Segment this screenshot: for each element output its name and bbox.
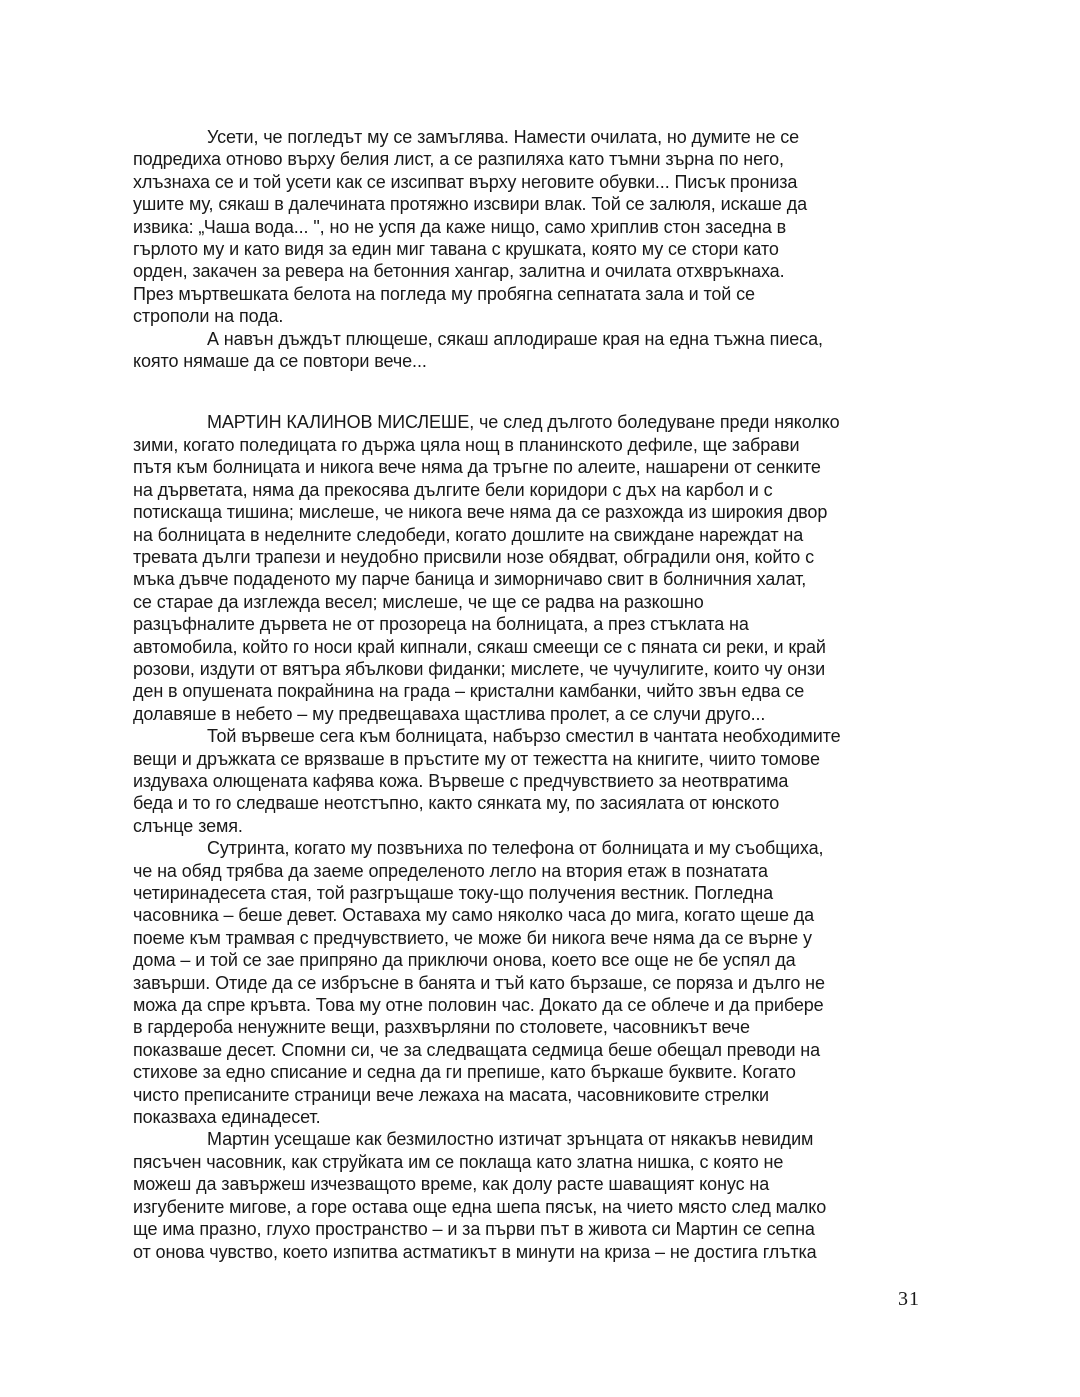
text-line: в гардероба ненужните вещи, разхвърляни по столовете, часовникът вече [133, 1017, 750, 1038]
text-line: Усети, че погледът му се замъглява. Намести очилата, но думите не се [207, 127, 800, 147]
text-line: четиринадесета стая, той разгръщаше току-що получения вестник. Погледна [133, 883, 773, 903]
text-line: вещи и дръжката се врязваше в пръстите му от тежестта на книгите, чиито томове [133, 748, 820, 769]
text-line: чисто преписаните страници вече лежаха на масата, часовниковите стрелки [133, 1084, 770, 1105]
text-line: подредиха отново върху белия лист, а се разпиляха като тъмни зърна по него, [133, 149, 784, 170]
text-line: часовника – беше девет. Оставаха му само няколко часа до мига, когато щеше да [133, 905, 815, 926]
text-line: издуваха олющената кафява кожа. Вървеше с предчувствието за неотвратима [133, 770, 789, 791]
text-line: на болницата в неделните следобеди, когато дошлите на свиждане нареждат на [133, 524, 804, 545]
text-line: пътя към болницата и никога вече няма да тръгне по алеите, нашарени от сенките [133, 457, 821, 478]
text-line: че на обяд трябва да заеме определеното легло на втория етаж в познатата [133, 860, 768, 881]
text-line: се старае да изглежда весел; мислеше, че ще се радва на разкошно [133, 591, 704, 612]
text-line: Сутринта, когато му позвъниха по телефона от болницата и му съобщиха, [207, 838, 824, 859]
text-line: можа да спре кръвта. Това му отне половин час. Докато да се облече и да прибере [133, 995, 824, 1016]
text-line: Мартин усещаше как безмилостно изтичат зрънцата от някакъв невидим [207, 1129, 814, 1150]
text-line: долавяше в небето – му предвещаваха щастлива пролет, а се случи друго... [133, 703, 766, 724]
text-line: ушите му, сякаш в далечината протяжно изсвири влак. Той се залюля, искаше да [133, 194, 808, 215]
text-line: стихове за едно списание и седна да ги препише, като бъркаше буквите. Когато [133, 1062, 796, 1083]
text-line: можеш да завържеш изчезващото време, как долу расте шаващият конус на [133, 1174, 770, 1195]
text-line: на дърветата, няма да прекосява дългите бели коридори с дъх на карбол и с [133, 479, 773, 500]
text-line: хлъзнаха се и той усети как се изсипват върху неговите обувки... Писък прониза [133, 171, 798, 192]
text-line: гърлото му и като видя за един миг тавана с крушката, която му се стори като [133, 239, 779, 260]
paragraph [133, 1128, 1013, 1262]
text-block [133, 126, 1013, 1263]
text-line: пясъчен часовник, как струйката им се поклаща като златна нишка, с която не [133, 1151, 784, 1172]
text-line: показваше десет. Спомни си, че за следващата седмица беше обещал преводи на [133, 1039, 821, 1060]
text-line: извика: „Чаша вода... ", но не успя да каже нищо, само хриплив стон заседна в [133, 216, 787, 237]
text-line: поеме към трамвая с предчувствието, че може би никога вече няма да се върне у [133, 927, 812, 948]
text-line: изгубените мигове, а горе остава още една шепа пясък, на чието място след малко [133, 1196, 827, 1217]
text-line: от онова чувство, което изпитва астматикът в минути на криза – не достига глътка [133, 1241, 817, 1262]
text-line: която нямаше да се повтори вече... [133, 351, 427, 372]
text-line: слънце земя. [133, 815, 243, 836]
paragraph [133, 411, 1013, 725]
text-line: потискаща тишина; мислеше, че никога вече няма да се разхожда из широкия двор [133, 502, 828, 523]
page-number: 31 [898, 1288, 920, 1310]
text-line: През мъртвешката белота на погледа му пробягна сепнатата зала и той се [133, 283, 755, 304]
text-line: завърши. Отиде да се избръсне в банята и тъй като бързаше, се поряза и дълго не [133, 972, 825, 993]
paragraph [133, 725, 1013, 837]
text-line: показваха единадесет. [133, 1107, 321, 1128]
paragraph [133, 328, 1013, 373]
text-line: орден, закачен за ревера на бетонния хангар, залитна и очилата отхвръкнаха. [133, 261, 785, 282]
text-line: ден в опушената покрайнина на града – кристални камбанки, чийто звън едва се [133, 681, 805, 702]
text-line: А навън дъждът плющеше, сякаш аплодираше края на една тъжна пиеса, [207, 328, 823, 349]
paragraph [133, 837, 1013, 1128]
text-line: разцъфналите дървета не от прозореца на болницата, а през стъклата на [133, 614, 749, 635]
text-line: дома – и той се зае припряно да приключи онова, което все още не бе успял да [133, 950, 796, 971]
text-line: зими, когато поледицата го държа цяла нощ в планинското дефиле, ще забрави [133, 434, 800, 455]
text-line: розови, издути от вятъра ябълкови фиданки; мислете, че чучулигите, които чу онзи [133, 658, 826, 679]
text-line: МАРТИН КАЛИНОВ МИСЛЕШЕ, че след дългото боледуване преди няколко [207, 412, 840, 433]
text-line: ще има празно, глухо пространство – и за първи път в живота си Мартин се сепна [133, 1219, 815, 1240]
text-line: тревата дълги трапези и неудобно присвили нозе обядват, обградили оня, който с [133, 546, 815, 567]
text-line: мъка дъвче подаденото му парче баница и зиморничаво свит в болничния халат, [133, 569, 807, 590]
text-line: Той вървеше сега към болницата, набързо сместил в чантата необходимите [207, 726, 841, 747]
text-line: строполи на пода. [133, 306, 284, 327]
text-line: автомобила, който го носи край кипнали, сякаш смеещи се с пяната си реки, и край [133, 636, 826, 657]
paragraph [133, 126, 1013, 328]
text-line: беда и то го следваше неотстъпно, както сянката му, по засиялата от юнското [133, 793, 780, 814]
